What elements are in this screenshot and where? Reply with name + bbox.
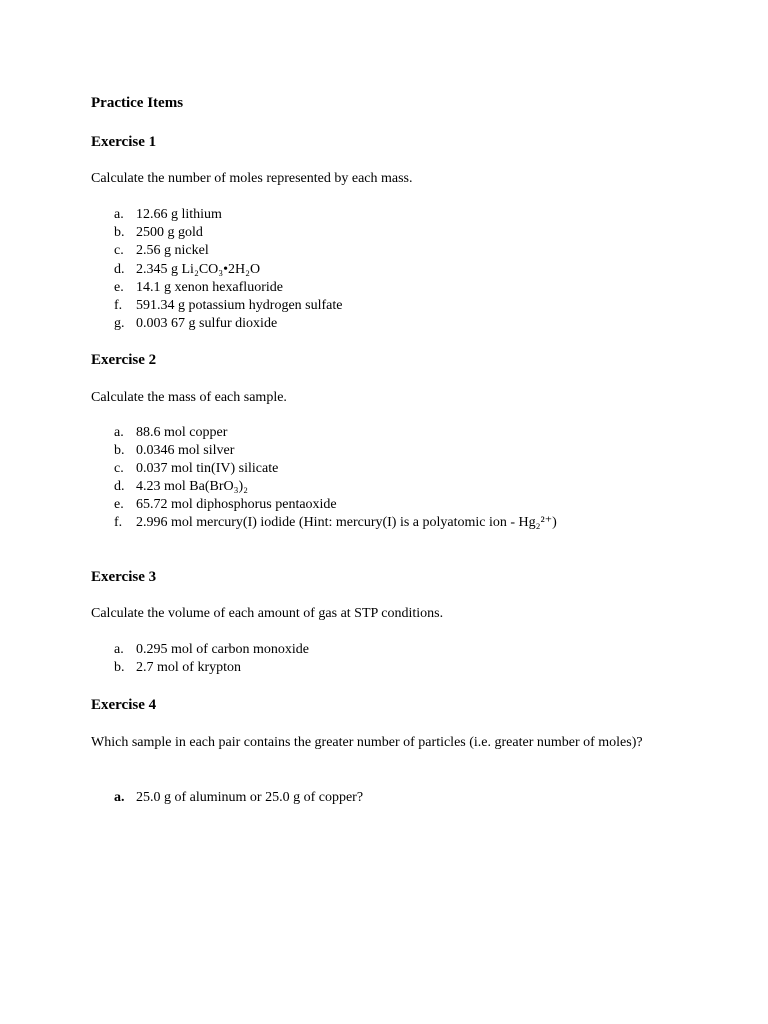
list-marker: g.	[114, 316, 125, 331]
list-item-text: 25.0 g of aluminum or 25.0 g of copper?	[136, 790, 364, 805]
exercise-2-instruction: Calculate the mass of each sample.	[91, 390, 287, 405]
list-marker: c.	[114, 243, 124, 258]
list-item-text: 2.7 mol of krypton	[136, 660, 241, 675]
exercise-2-heading: Exercise 2	[91, 352, 157, 368]
list-marker: b.	[114, 225, 125, 240]
list-item-text: 0.003 67 g sulfur dioxide	[136, 316, 278, 331]
list-item-text: 2500 g gold	[136, 225, 203, 240]
list-marker: f.	[114, 515, 123, 530]
list-marker: a.	[114, 425, 124, 440]
list-marker: a.	[114, 642, 124, 657]
list-item-text: 2.56 g nickel	[136, 243, 209, 258]
list-item-text: 88.6 mol copper	[136, 425, 228, 440]
list-item-text: 14.1 g xenon hexafluoride	[136, 280, 283, 295]
list-item-text: 0.0346 mol silver	[136, 443, 235, 458]
exercise-1-instruction: Calculate the number of moles represented by each mass.	[91, 171, 413, 186]
list-marker: e.	[114, 497, 124, 512]
exercise-3-instruction: Calculate the volume of each amount of gas at STP conditions.	[91, 606, 444, 621]
list-marker: a.	[114, 790, 125, 805]
exercise-4-instruction: Which sample in each pair contains the greater number of particles (i.e. greater number of moles)?	[91, 735, 643, 750]
page-title: Practice Items	[91, 95, 184, 111]
list-item-text: 4.23 mol Ba(BrO₃)₂	[136, 479, 249, 494]
list-item-text: 2.345 g Li₂CO₃•2H₂O	[136, 262, 261, 277]
list-marker: d.	[114, 479, 125, 494]
list-marker: d.	[114, 262, 125, 277]
list-item-text: 0.037 mol tin(IV) silicate	[136, 461, 279, 476]
list-item-text: 2.996 mol mercury(I) iodide (Hint: mercury(I) is a polyatomic ion - Hg₂²⁺)	[136, 515, 557, 530]
exercise-1-heading: Exercise 1	[91, 134, 157, 150]
list-item-text: 12.66 g lithium	[136, 207, 222, 222]
list-marker: b.	[114, 660, 125, 675]
list-marker: e.	[114, 280, 124, 295]
exercise-4-heading: Exercise 4	[91, 697, 157, 713]
list-item-text: 65.72 mol diphosphorus pentaoxide	[136, 497, 337, 512]
list-item-text: 591.34 g potassium hydrogen sulfate	[136, 298, 343, 313]
exercise-3-heading: Exercise 3	[91, 569, 157, 585]
list-marker: b.	[114, 443, 125, 458]
list-marker: a.	[114, 207, 124, 222]
list-item-text: 0.295 mol of carbon monoxide	[136, 642, 310, 657]
list-marker: f.	[114, 298, 123, 313]
list-marker: c.	[114, 461, 124, 476]
